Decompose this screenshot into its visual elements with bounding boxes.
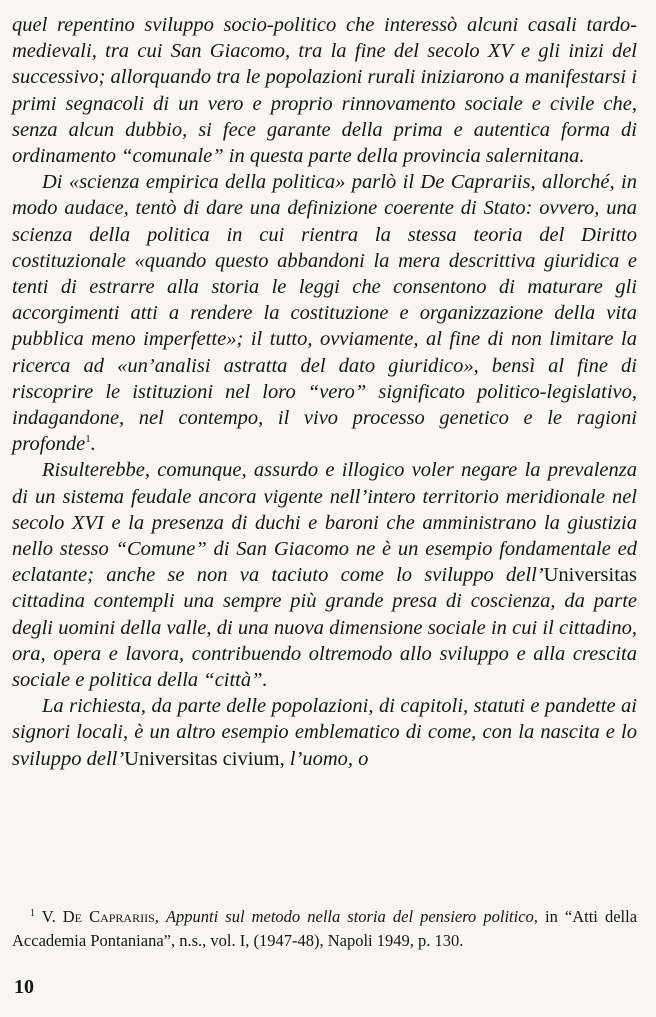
paragraph-2-text: Di «scienza empirica della politica» parlò il De Caprariis, allorché, in modo audace, tentò di dare una definizione coerente di Stato: ovvero, una scienza della politica in cui rientra la stessa teoria del Diritto costituzionale «quando questo abbandoni la mera descrittiva giuridica e tenti di estrarre alla storia le leggi che consentono di maturare gli accorgimenti atti a rendere la costituzione e organizzazione della vita pubblica meno imperfette»; il tutto, ovviamente, al fine di non limitare la ricerca ad «un’analisi astratta del dato giuridico», bensì al fine di riscoprire le istituzioni nel loro “vero” significato politico-legislativo, indagandone, nel contempo, il vivo processo genetico e le ragioni profonde [12, 171, 637, 456]
paragraph-4-text-before: La richiesta, da parte delle popolazioni, di capitoli, statuti e pandette ai signori locali, è un altro esempio emblematico di come, con la nascita e lo sviluppo dell’ [12, 695, 637, 770]
paragraph-4 [12, 693, 637, 772]
paragraph-1 [12, 12, 637, 169]
paragraph-3-text-after: cittadina contempli una sempre più grande presa di coscienza, da parte degli uomini della valle, di una nuova dimensione sociale in cui il cittadino, ora, opera e lavora, contribuendo oltremodo allo sviluppo e alla crescita sociale e politica della “città”. [12, 590, 637, 692]
footnote-separator: , [154, 907, 166, 926]
footnote-marker: 1 [30, 907, 35, 919]
body-text [12, 12, 637, 772]
page-number: 10 [14, 976, 34, 998]
paragraph-2: Di «scienza empirica della politica» parlò il De Caprariis, allorché, in modo audace, tentò di dare una definizione coerente di Stato: ovvero, una scienza della politica in cui rientra la stessa teoria del Diritto costituzionale «quando questo abbandoni la mera descrittiva giuridica e tenti di estrarre alla storia le leggi che consentono di maturare gli accorgimenti atti a rendere la costituzione e organizzazione della vita pubblica meno imperfette»; il tutto, ovviamente, al fine di non limitare la ricerca ad «un’analisi astratta del dato giuridico», bensì al fine di riscoprire le istituzioni nel loro “vero” significato politico-legislativo, indagandone, nel contempo, il vivo processo genetico e le ragioni profonde$^1$. [12, 171, 637, 456]
footnote-reference: 1 [85, 433, 91, 446]
paragraph-1-text: quel repentino sviluppo socio-politico che interessò alcuni casali tardo-medievali, tra cui San Giacomo, tra la fine del secolo XV e gli inizi del successivo; allorquando tra le popolazioni rurali iniziarono a manifestarsi i primi segnacoli di un vero e proprio rinnovamento sociale e civile che, senza alcun dubbio, si fece garante della prima e autentica forma di ordinamento “comunale” in questa parte della provincia salernitana. [12, 14, 637, 168]
footnote-initial: V. [41, 907, 63, 926]
footnote-title: Appunti sul metodo nella storia del pensiero politico [165, 907, 534, 926]
paragraph-4-upright-term: Universitas civium, [124, 747, 285, 770]
footnote-author: De Caprariis [62, 907, 155, 926]
footnote-citation: , in “Atti della Accademia Pontaniana”, n.s., vol. I, (1947-48), Napoli 1949, p. 130. [12, 907, 638, 950]
paragraph-3-upright-term: Universitas [543, 564, 637, 587]
paragraph-3 [12, 457, 637, 693]
footnote [12, 905, 637, 953]
paragraph-3-text-before: Risulterebbe, comunque, assurdo e illogico voler negare la prevalenza di un sistema feudale ancora vigente nell’intero territorio meridionale nel secolo XVI e la presenza di duchi e baroni che amministrano la giustizia nello stesso “Comune” di San Giacomo ne è un esempio fondamentale ed eclatante; anche se non va taciuto come lo sviluppo dell’ [12, 459, 637, 587]
paragraph-4-text-after: l’uomo, o [284, 747, 369, 770]
